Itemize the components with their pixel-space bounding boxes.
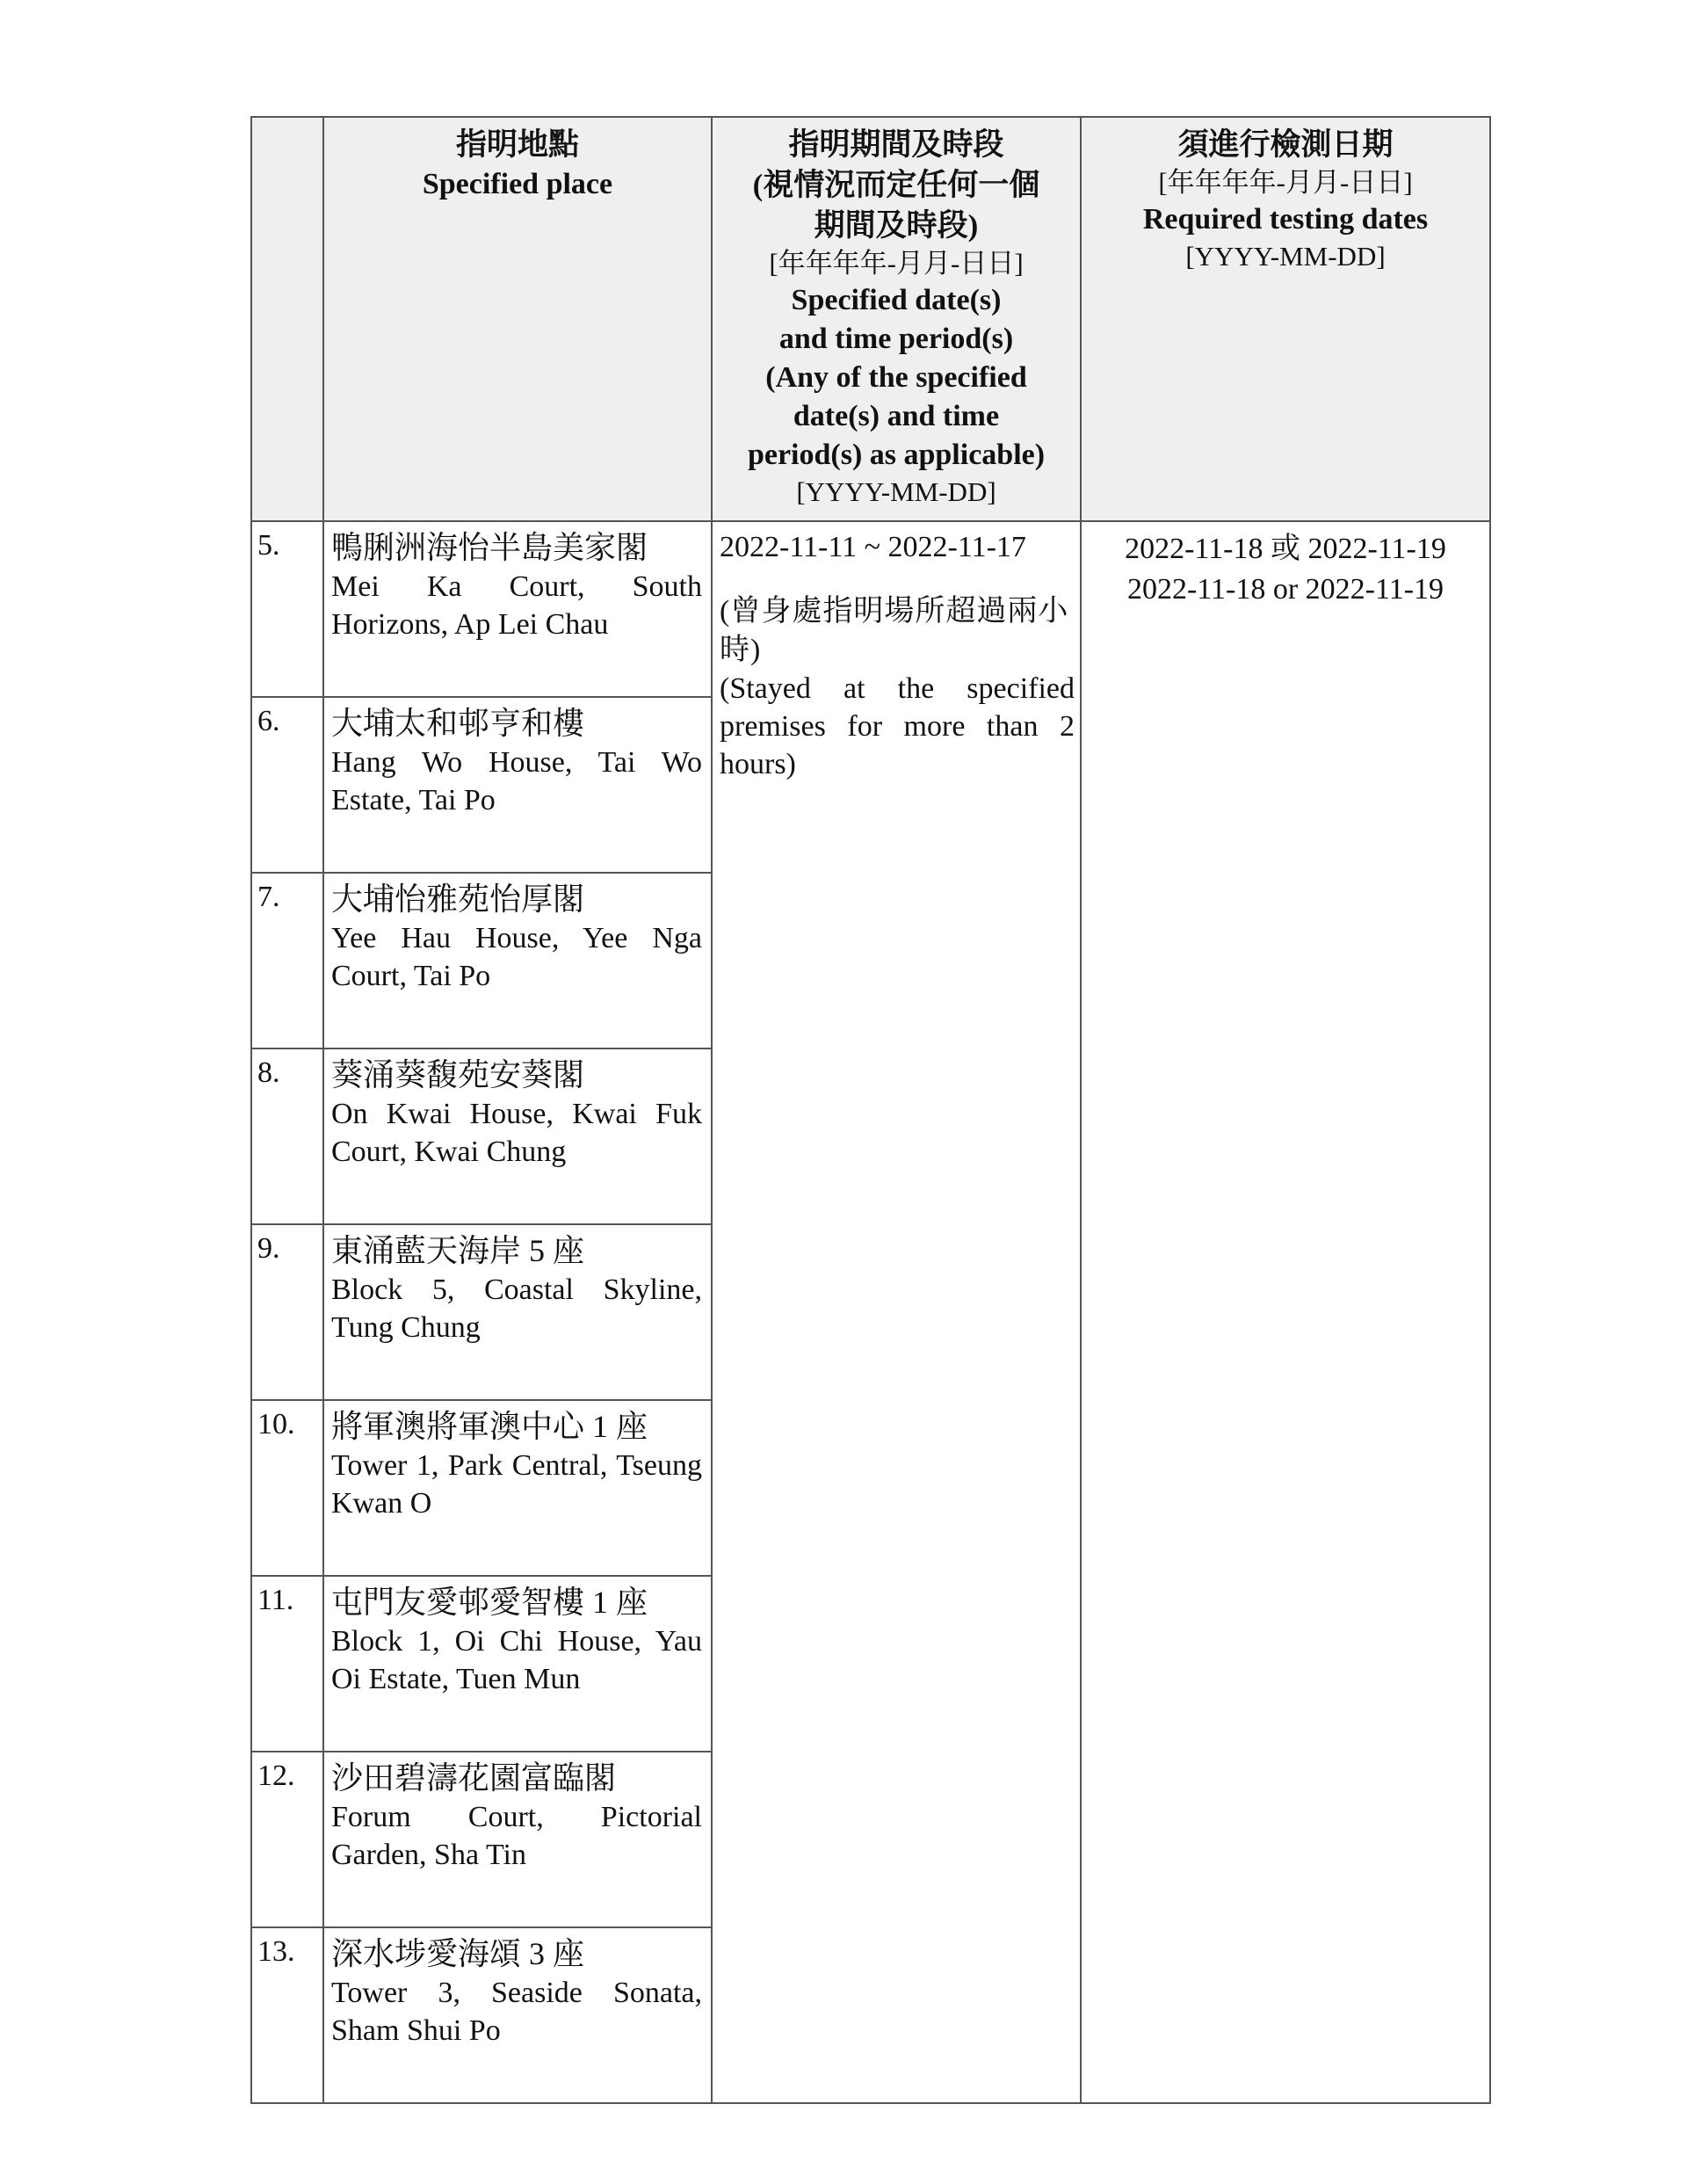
period-note-en: (Stayed at the specified premises for more than 2 hours) [720, 672, 1075, 780]
place-name-en: Tower 1, Park Central, Tseung Kwan O [331, 1449, 702, 1520]
table-row [251, 521, 1490, 697]
testing-dates-en: 2022-11-18 or 2022-11-19 [1126, 573, 1444, 606]
place-name-en: Hang Wo House, Tai Wo Estate, Tai Po [331, 746, 702, 816]
place-name-zh: 鴨脷洲海怡半島美家閣 [331, 530, 648, 565]
header-place: 指明地點 Specified place [323, 117, 712, 521]
place-name-en: Yee Hau House, Yee Nga Court, Tai Po [331, 922, 702, 992]
period-range: 2022-11-11 ~ 2022-11-17 [720, 531, 1026, 563]
row-number: 9. [251, 1224, 323, 1400]
place-name-zh: 東涌藍天海岸 5 座 [331, 1233, 585, 1268]
place-name-en: Block 1, Oi Chi House, Yau Oi Estate, Tuen Mun [331, 1625, 702, 1695]
row-number: 10. [251, 1400, 323, 1576]
row-number: 5. [251, 521, 323, 697]
header-testing: 須進行檢測日期 [年年年年-月月-日日] Required testing dates [YYYY-MM-DD] [1081, 117, 1490, 521]
row-number: 7. [251, 873, 323, 1048]
place-name-zh: 葵涌葵馥苑安葵閣 [331, 1057, 585, 1092]
testing-dates-zh: 2022-11-18 或 2022-11-19 [1125, 533, 1446, 565]
header-number [251, 117, 323, 521]
place-name-zh: 大埔太和邨亨和樓 [331, 706, 585, 741]
place-cell [323, 521, 712, 697]
place-name-zh: 屯門友愛邨愛智樓 1 座 [331, 1585, 648, 1620]
place-name-en: Tower 3, Seaside Sonata, Sham Shui Po [331, 1977, 702, 2047]
row-number: 12. [251, 1752, 323, 1927]
place-name-zh: 沙田碧濤花園富臨閣 [331, 1760, 617, 1796]
place-cell [323, 1048, 712, 1224]
place-cell [323, 873, 712, 1048]
place-cell [323, 1576, 712, 1752]
testing-dates-cell [1081, 521, 1490, 2103]
header-period: 指明期間及時段 (視情況而定任何一個 期間及時段) [年年年年-月月-日日] Specified date(s) and time period(s) (Any of the specified date(s) and time period(s) as applicable) [YYYY-MM-DD] [712, 117, 1081, 521]
row-number: 6. [251, 697, 323, 873]
place-cell [323, 1400, 712, 1576]
place-cell [323, 1752, 712, 1927]
place-name-en: Block 5, Coastal Skyline, Tung Chung [331, 1273, 702, 1344]
place-name-zh: 將軍澳將軍澳中心 1 座 [331, 1409, 648, 1444]
place-cell [323, 1927, 712, 2103]
specified-places-table [250, 116, 1491, 2104]
place-name-en: Mei Ka Court, South Horizons, Ap Lei Chau [331, 570, 702, 641]
place-name-zh: 深水埗愛海頌 3 座 [331, 1936, 585, 1971]
row-number: 11. [251, 1576, 323, 1752]
place-cell [323, 1224, 712, 1400]
specified-period-cell [712, 521, 1081, 2103]
row-number: 13. [251, 1927, 323, 2103]
place-cell [323, 697, 712, 873]
place-name-en: On Kwai House, Kwai Fuk Court, Kwai Chung [331, 1098, 702, 1168]
row-number: 8. [251, 1048, 323, 1224]
place-name-zh: 大埔怡雅苑怡厚閣 [331, 882, 585, 917]
table-header-row [251, 117, 1490, 521]
place-name-en: Forum Court, Pictorial Garden, Sha Tin [331, 1801, 702, 1871]
period-note-zh: (曾身處指明場所超過兩小時) [720, 595, 1069, 666]
